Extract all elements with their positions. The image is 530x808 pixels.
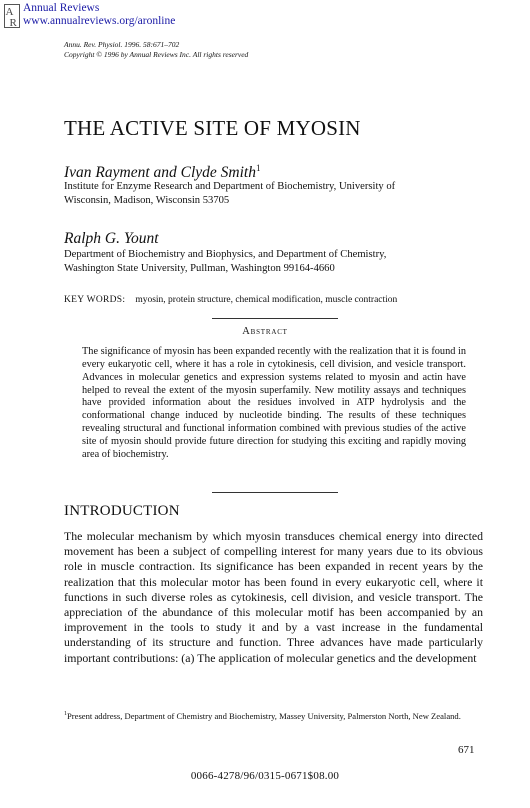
author-footnote-mark: 1 xyxy=(255,163,261,173)
keywords-line xyxy=(64,295,397,305)
footnote-text: Present address, Department of Chemistry and Biochemistry, Massey University, Palmerston North, New Zealand. xyxy=(67,710,461,721)
svg-text:R: R xyxy=(9,17,17,28)
affiliation-line: Washington State University, Pullman, Washington 99164-4660 xyxy=(64,263,335,274)
author-affiliation-1 xyxy=(64,180,484,208)
footnote xyxy=(64,709,483,722)
svg-text:A: A xyxy=(5,6,14,18)
author-names-text: Ivan Rayment and Clyde Smith xyxy=(64,164,256,182)
article-title: THE ACTIVE SITE OF MYOSIN xyxy=(64,116,361,140)
publisher-url: www.annualreviews.org/aronline xyxy=(23,15,176,27)
introduction-text: The molecular mechanism by which myosin transduces chemical energy into directed movement has been a subject of compelling interest for many years due to its obvious role in muscle contraction. Its significance has been expanded in recent years by the realization that this molecular motor has been found in every eukaryotic cell, where it functions in such diverse roles as cytokinesis, cell division, and vesicle transport. The appreciation of the abundance of this molecular motif has been accompanied by an improvement in the tools to study it and by a vast increase in the fundamental understanding of its structure and function. Three advances have made particularly important contributions: (a) The application of molecular genetics and the development xyxy=(64,529,483,665)
publisher-name: Annual Reviews xyxy=(23,2,100,14)
journal-citation: Annu. Rev. Physiol. 1996. 58:671–702 xyxy=(64,40,180,49)
page-number: 671 xyxy=(458,744,475,756)
affiliation-line: Institute for Enzyme Research and Department of Biochemistry, University of xyxy=(64,181,396,192)
author-names-2 xyxy=(64,230,159,248)
journal-copyright: Copyright © 1996 by Annual Reviews Inc. All rights reserved xyxy=(64,50,249,59)
keywords-label: KEY WORDS: xyxy=(64,295,126,305)
publisher-link[interactable] xyxy=(23,2,175,28)
introduction-heading: INTRODUCTION xyxy=(64,503,180,519)
abstract-bottom-rule xyxy=(212,492,338,493)
keywords-text: myosin, protein structure, chemical modification, muscle contraction xyxy=(135,295,398,305)
abstract-text: The significance of myosin has been expanded recently with the realization that it is found in every eukaryotic cell, where it has a role in cytokinesis, cell division, and vesicle transport. Advances in molecular genetics and expression systems related to myosin and actin have helped to reveal the extent of the myosin superfamily. New motility assays and techniques have provided information about the residues involved in ATP hydrolysis and the conformational change induced by nucleotide binding. The results of these techniques revealing structural and functional information combined with previous studies of the active site of myosin should provide future direction for studying this exciting and rapidly moving area of biochemistry. xyxy=(82,346,466,460)
affiliation-line: Wisconsin, Madison, Wisconsin 53705 xyxy=(64,195,230,206)
journal-citation-block xyxy=(64,40,248,60)
footnote-mark: 1 xyxy=(64,711,67,717)
affiliation-line: Department of Biochemistry and Biophysics, and Department of Chemistry, xyxy=(64,249,387,260)
abstract-top-rule xyxy=(212,318,338,319)
footer-code: 0066-4278/96/0315-0671$08.00 xyxy=(190,770,340,782)
annual-reviews-logo-icon xyxy=(4,4,20,28)
abstract-heading: Abstract xyxy=(242,326,288,337)
author-names-text: Ralph G. Yount xyxy=(64,230,159,247)
author-affiliation-2 xyxy=(64,248,484,276)
